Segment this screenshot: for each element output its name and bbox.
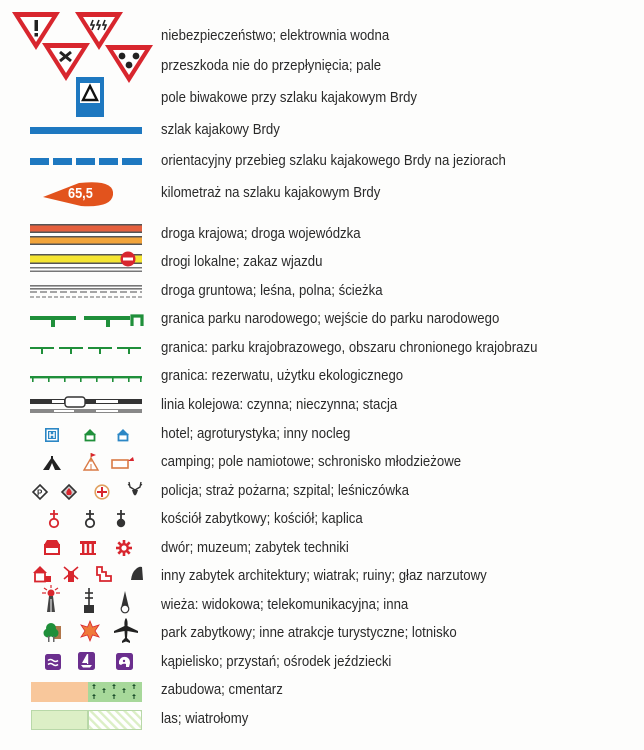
legend-label-national-roads: droga krajowa; droga wojewódzka (161, 225, 361, 242)
kilometer-marker (43, 181, 115, 208)
forest-road (30, 291, 142, 294)
windmill-icon (62, 565, 80, 583)
chapel-icon (114, 509, 128, 529)
kilometer-marker-value: 65,5 (68, 185, 93, 202)
marina-icon (78, 652, 95, 670)
no-entry-sign (120, 251, 136, 267)
legend-label-manor-museum: dwór; muzeum; zabytek techniki (161, 539, 349, 556)
legend-label-local-roads: drogi lokalne; zakaz wjazdu (161, 253, 323, 270)
observation-tower-icon (41, 585, 61, 613)
other-tower-icon (119, 591, 131, 615)
church-icon (83, 509, 97, 529)
legend-label-camping: camping; pole namiotowe; schronisko młodzieżowe (161, 453, 462, 470)
landscape-park-border (30, 347, 142, 355)
police-icon (32, 484, 48, 500)
piles-sign (103, 43, 155, 85)
airport-icon (113, 618, 139, 644)
legend-label-monuments: inny zabytek architektury; wiatrak; ruiny; głaz narzutowy (161, 567, 487, 584)
youth-hostel-icon (111, 455, 135, 469)
tourist-attraction-icon (80, 621, 100, 641)
agrotourism-icon (83, 428, 97, 442)
legend-label-bivouac: pole biwakowe przy szlaku kajakowym Brdy (161, 89, 418, 106)
legend-label-danger-hydro: niebezpieczeństwo; elektrownia wodna (161, 27, 390, 44)
legend-label-recreation: kąpielisko; przystań; ośrodek jeździecki (161, 653, 392, 670)
kayak-trail-dashed-line (30, 158, 142, 165)
legend-label-forest-windfall: las; wiatrołomy (161, 710, 249, 727)
svg-text:P: P (37, 488, 43, 498)
legend-label-churches: kościół zabytkowy; kościół; kaplica (161, 510, 363, 527)
legend-label-builtup-cemetery: zabudowa; cmentarz (161, 681, 283, 698)
forest-area (31, 710, 88, 730)
equestrian-center-icon (116, 653, 133, 670)
architecture-monument-icon (33, 565, 53, 583)
national-road (30, 224, 142, 233)
legend-label-lodging: hotel; agroturystyka; inny nocleg (161, 425, 351, 442)
hospital-icon (94, 484, 110, 500)
legend-label-national-park: granica parku narodowego; wejście do parku narodowego (161, 310, 500, 327)
historic-church-icon (47, 509, 61, 529)
erratic-boulder-icon (130, 566, 144, 581)
station (64, 396, 86, 408)
museum-icon (79, 540, 97, 556)
national-park-entrance (130, 313, 144, 327)
built-up-area (31, 682, 88, 702)
legend-label-kayak-trail: szlak kajakowy Brdy (161, 121, 280, 138)
legend-label-attractions: park zabytkowy; inne atrakcje turystyczne; lotnisko (161, 624, 457, 641)
active-railway (30, 396, 142, 408)
telecom-tower-icon (82, 588, 96, 614)
technical-monument-icon (115, 539, 133, 557)
bathing-area-icon (45, 654, 61, 670)
kayak-trail-line (30, 127, 142, 134)
legend-label-reserve: granica: rezerwatu, użytku ekologicznego (161, 367, 404, 384)
hotel-icon (45, 428, 59, 442)
voivodeship-road (30, 236, 142, 245)
other-lodging-icon (116, 428, 130, 442)
inactive-railway (30, 409, 142, 414)
path (30, 296, 142, 299)
national-park-border (30, 316, 130, 330)
fire-station-icon (61, 484, 77, 500)
reserve-border (30, 376, 142, 384)
manor-icon (43, 539, 61, 556)
historic-park-icon (43, 620, 63, 644)
legend-label-kayak-trail-lakes: orientacyjny przebieg szlaku kajakowego Brdy na jeziorach (161, 152, 506, 169)
legend-label-services: policja; straż pożarna; szpital; leśniczówka (161, 482, 409, 499)
forester-lodge-icon (126, 481, 144, 501)
legend-label-kilometer: kilometraż na szlaku kajakowym Brdy (161, 184, 381, 201)
bivouac-tent-sign (76, 77, 104, 117)
tent-field-icon (82, 452, 100, 471)
legend-label-towers: wieża: widokowa; telekomunikacyjna; inna (161, 596, 409, 613)
ruins-icon (96, 566, 114, 582)
legend-label-obstacle-piles: przeszkoda nie do przepłynięcia; pale (161, 57, 382, 74)
legend-label-dirt-roads: droga gruntowa; leśna, polna; ścieżka (161, 282, 383, 299)
camping-icon (42, 456, 62, 471)
legend-label-landscape-park: granica: parku krajobrazowego, obszaru chronionego krajobrazu (161, 339, 538, 356)
cemetery-area (88, 682, 142, 702)
windfall-area (88, 710, 142, 730)
legend-label-railway: linia kolejowa: czynna; nieczynna; stacja (161, 396, 398, 413)
